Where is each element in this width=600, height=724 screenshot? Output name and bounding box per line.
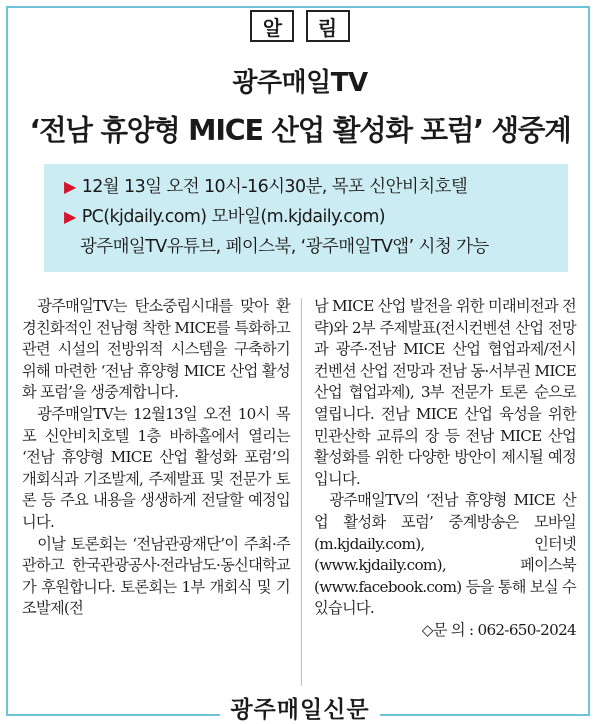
article-paragraph: 광주매일TV의 ‘전남 휴양형 MICE 산업 활성화 포럼’ 중계방송은 모바일(m.kjdaily.com), 인터넷(www.kjdaily.com), 페이스북(www.facebook.com) 등을 통해 보실 수 있습니다.: [314, 491, 576, 618]
newspaper-name-text: 광주매일신문: [220, 697, 379, 723]
notice-tag: [0, 10, 600, 50]
event-info-line-channels: [64, 232, 568, 262]
newspaper-name: [0, 691, 600, 724]
article-paragraph: 광주매일TV는 탄소중립시대를 맞아 환경친화적인 전남형 착한 MICE를 특화하고 관련 시설의 전방위적 시스템을 구축하기 위해 마련한 ‘전남 휴양형 MICE 산업 활성화 포럼’을 생중계합니다.: [22, 297, 290, 402]
publisher-title: 광주매일TV: [232, 68, 368, 98]
event-channels: 광주매일TV유튜브, 페이스북, ‘광주매일TV앱’ 시청 가능: [80, 237, 489, 257]
event-info-box: [44, 164, 568, 272]
article-paragraph: 광주매일TV는 12월13일 오전 10시 목포 신안비치호텔 1층 바하홀에서 열리는 ‘전남 휴양형 MICE 산업 활성화 포럼’의 개회식과 기조발제, 주제발표 및 전문가 토론 등 주요 내용을 생생하게 전달할 예정입니다.: [22, 404, 290, 531]
column-divider: [301, 298, 302, 686]
article-paragraph: 이날 토론회는 ‘전남관광재단’이 주최·주관하고 한국관광공사·전라남도·동신대학교가 후원합니다. 토론회는 1부 개회식 및 기조발제(전: [22, 534, 290, 618]
article-paragraph-continued: 남 MICE 산업 발전을 위한 미래비전과 전략)와 2부 주제발표(전시컨벤션 산업 전망과 광주·전남 MICE 산업 협업과제/전시컨벤션 산업 전망과 전남 동·서부권 MICE산업 협업과제), 3부 전문가 토론 순으로 열립니다. 전남 MICE 산업 육성을 위한 민관산학 교류의 장 등 전남 MICE 산업 활성화를 위한 다양한 방안이 제시될 예정입니다.: [314, 297, 576, 488]
red-triangle-icon: ▶: [64, 207, 76, 226]
red-triangle-icon: ▶: [64, 177, 76, 196]
notice-tag-char-1: 알: [250, 10, 294, 42]
article-column-left: [22, 296, 290, 620]
event-datetime: 12월 13일 오전 10시-16시30분, 목포 신안비치호텔: [81, 177, 468, 197]
notice-tag-char-2: 림: [306, 10, 350, 42]
event-links: PC(kjdaily.com) 모바일(m.kjdaily.com): [81, 207, 385, 227]
event-info-line-datetime: [64, 172, 568, 202]
article-column-right: [314, 296, 576, 642]
headline: ‘전남 휴양형 MICE 산업 활성화 포럼’ 생중계: [29, 114, 571, 147]
event-info-line-links: [64, 202, 568, 232]
contact-info: ◇문 의 : 062-650-2024: [421, 620, 576, 639]
